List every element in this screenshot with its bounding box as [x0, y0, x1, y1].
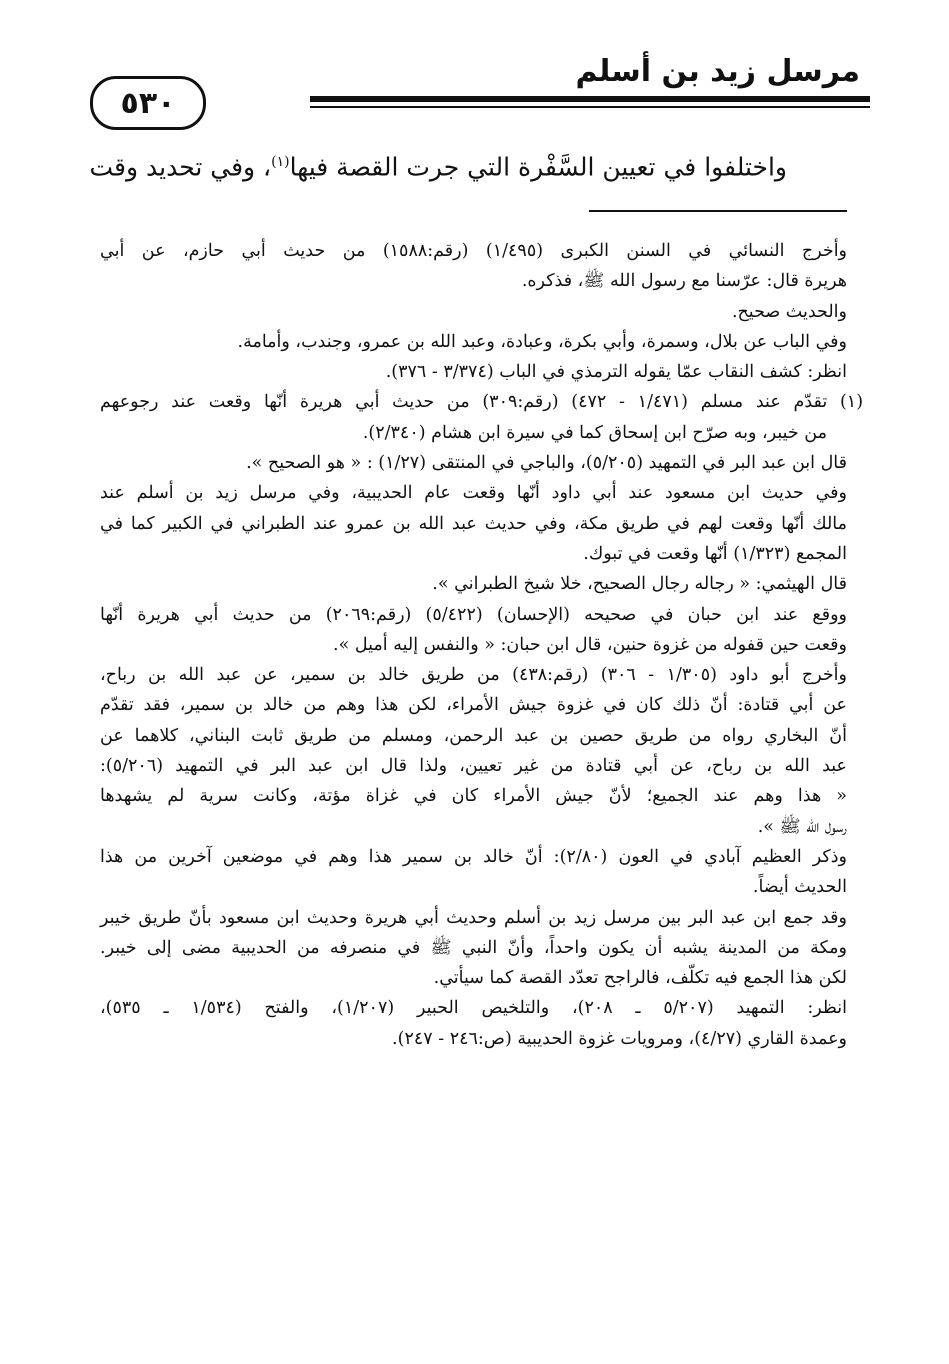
- footnote-separator: [589, 210, 847, 212]
- footnote-line: وفي حديث ابن مسعود عند أبي داود أنّها وقعت عام الحديبية، وفي مرسل زيد بن أسلم عند: [100, 483, 847, 504]
- footnote-line: وأخرج أبو داود (١/٣٠٥ - ٣٠٦) (رقم:٤٣٨) من طريق خالد بن سمير، عن عبد الله بن رباح،: [100, 665, 847, 686]
- footnotes-block: [100, 236, 864, 1054]
- footnote-line: وعمدة القاري (٤/٢٧)، ومرويات غزوة الحديبية (ص:٢٤٦ - ٢٤٧).: [392, 1028, 847, 1049]
- header-rule-thin: [310, 106, 870, 108]
- main-text: واختلفوا في تعيين السَّفْرة التي جرت القصة فيها: [289, 152, 787, 182]
- footnote-line: انظر: كشف النقاب عمّا يقوله الترمذي في الباب (٣/٣٧٤ - ٣٧٦).: [385, 362, 847, 383]
- footnote-line: عبد الله بن رباح، عن أبي قتادة من غير تعيين، ولذا قال ابن عبد البر في التمهيد (٥/٢٠٦):: [100, 756, 847, 777]
- footnote-line: وذكر العظيم آبادي في العون (٢/٨٠): أنّ خالد بن سمير هذا وهم في موضعين آخرين من هذا: [100, 846, 848, 867]
- footnote-line: انظر: التمهيد (٥/٢٠٧ ـ ٢٠٨)، والتلخيص الحبير (١/٢٠٧)، والفتح (١/٥٣٤ ـ ٥٣٥)،: [100, 998, 847, 1019]
- footnote-line: والحديث صحيح.: [731, 301, 847, 322]
- main-text-end: ، وفي تحديد وقت: [89, 152, 272, 182]
- main-text-line: [89, 138, 787, 191]
- footnote-line: عن أبي قتادة: أنّ ذلك كان في غزوة جيش الأمراء، لكن هذا وهم من خالد بن سمير، فقد تقدّم: [100, 695, 847, 716]
- footnote-line: (١) تقدّم عند مسلم (١/٤٧١ - ٤٧٢) (رقم:٣٠٩) من حديث أبي هريرة أنّها وقعت عند رجوعهم: [100, 392, 864, 413]
- footnote-line: ووقع عند ابن حبان في صحيحه (الإحسان) (٥/٤٢٢) (رقم:٢٠٦٩) من حديث أبي هريرة أنّها: [100, 604, 847, 625]
- footnote-line: وفي الباب عن بلال، وسمرة، وأبي بكرة، وعبادة، وعبد الله بن عمرو، وجندب، وأمامة.: [237, 331, 847, 352]
- footnote-line: ومكة من المدينة يشبه أن يكون واحداً، وأنّ النبي ﷺ في منصرفه من الحديبية مضى إلى خيبر.: [100, 937, 847, 958]
- footnote-reference: (١): [271, 154, 290, 170]
- footnote-line: لكن هذا الجمع فيه تكلّف، فالراجح تعدّد القصة كما سيأتي.: [433, 968, 847, 989]
- running-title: مرسل زيد بن أسلم: [575, 54, 860, 89]
- page-number: ٥٣٠: [90, 76, 206, 130]
- footnote-line: أنّ البخاري رواه من طريق حصين بن عبد الرحمن، ومسلم من طريق ثابت البناني، كلاهما عن: [100, 725, 847, 746]
- footnote-line: وأخرج النسائي في السنن الكبرى (١/٤٩٥) (رقم:١٥٨٨) من حديث أبي حازم، عن أبي: [100, 241, 848, 261]
- footnote-line: وقعت حين قفوله من غزوة حنين، قال ابن حبان: « والنفس إليه أميل ».: [333, 634, 847, 655]
- header-rule-thick: [310, 96, 870, 102]
- footnote-line: الحديث أيضاً.: [752, 877, 847, 898]
- page-header: [90, 40, 870, 120]
- footnote-line: قال الهيثمي: « رجاله رجال الصحيح، خلا شيخ الطبراني ».: [432, 574, 847, 595]
- footnote-line: « هذا وهم عند الجميع؛ لأنّ جيش الأمراء كان في غزاة مؤتة، وكانت سرية لم يشهدها: [100, 786, 847, 807]
- footnote-line: رسول الله ﷺ ».: [757, 816, 847, 837]
- footnote-line: من خيبر، وبه صرّح ابن إسحاق كما في سيرة ابن هشام (٢/٣٤٠).: [362, 422, 827, 443]
- footnote-line: وقد جمع ابن عبد البر بين مرسل زيد بن أسلم وحديث أبي هريرة وحديث ابن مسعود بأنّ طريق خيبر: [100, 907, 847, 928]
- footnote-line: هريرة قال: عرّسنا مع رسول الله ﷺ، فذكره.: [521, 271, 847, 292]
- footnote-line: المجمع (١/٣٢٣) أنّها وقعت في تبوك.: [583, 543, 847, 564]
- footnote-line: قال ابن عبد البر في التمهيد (٥/٢٠٥)، والباجي في المنتقى (١/٢٧) : « هو الصحيح ».: [246, 453, 847, 474]
- footnote-line: مالك أنّها وقعت لهم في طريق مكة، وفي حديث عبد الله بن عمرو عند الطبراني في الكبير كما في: [100, 513, 847, 534]
